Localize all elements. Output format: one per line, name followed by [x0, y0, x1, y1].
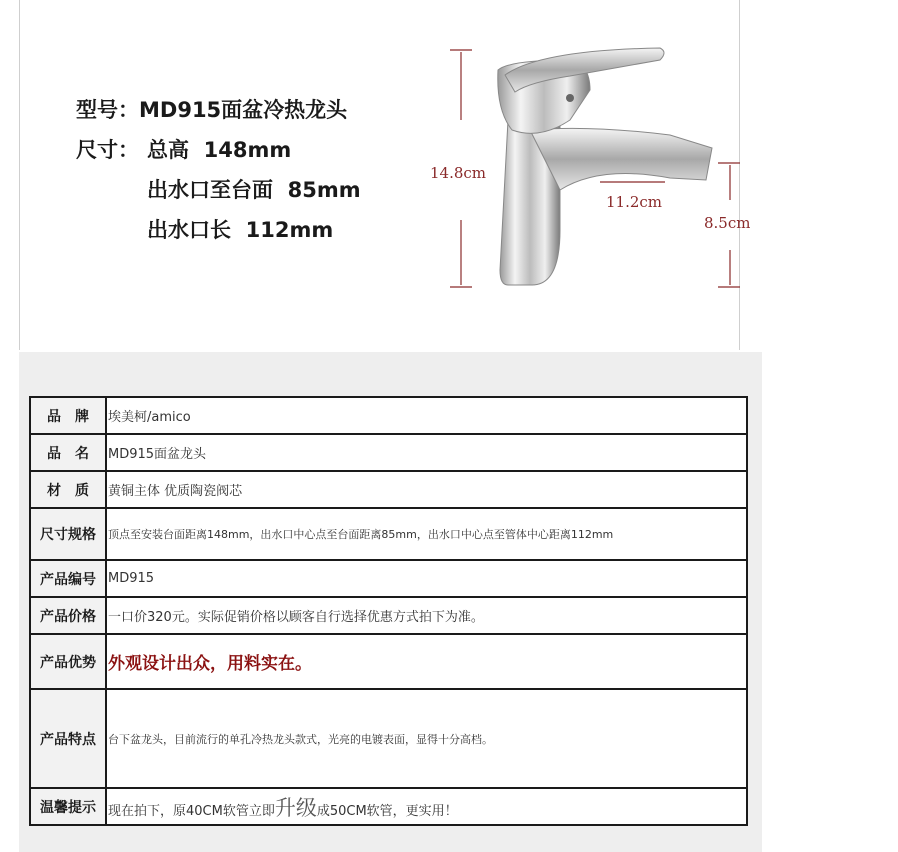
faucet-diagram	[420, 30, 750, 300]
tip-value	[106, 788, 747, 825]
product-spec-panel	[19, 0, 750, 350]
row-value: 埃美柯/amico	[106, 397, 747, 434]
tip-upgrade-text: 升级	[274, 795, 317, 820]
spec-table	[29, 396, 748, 826]
row-value: 顶点至安装台面距离148mm，出水口中心点至台面距离85mm，出水口中心点至管体中心距离112mm	[106, 508, 747, 560]
row-key: 产品优势	[30, 634, 106, 689]
size-line	[76, 130, 361, 170]
row-key: 产品特点	[30, 689, 106, 788]
model-label: 型号：	[76, 98, 139, 122]
row-value: 外观设计出众，用料实在。	[106, 634, 747, 689]
row-value: 黄铜主体 优质陶瓷阀芯	[106, 471, 747, 508]
spout-length-label: 11.2cm	[606, 193, 663, 211]
outlet-height-line	[76, 170, 361, 210]
row-value: 台下盆龙头，目前流行的单孔冷热龙头款式，光亮的电镀表面，显得十分高档。	[106, 689, 747, 788]
outlet-length-value: 112mm	[245, 218, 334, 242]
model-line	[76, 90, 361, 130]
faucet-spout	[530, 128, 712, 190]
row-value: MD915	[106, 560, 747, 597]
table-row	[30, 471, 747, 508]
table-row	[30, 560, 747, 597]
outlet-length-label: 出水口长	[147, 218, 231, 242]
table-row	[30, 634, 747, 689]
spec-text-block	[76, 90, 361, 250]
outlet-height-label: 出水口至台面	[147, 178, 273, 202]
row-value: 一口价320元。实际促销价格以顾客自行选择优惠方式拍下为准。	[106, 597, 747, 634]
model-value: MD915面盆冷热龙头	[139, 98, 348, 122]
tip-text-after: 成50CM软管，更实用！	[316, 803, 458, 819]
row-key: 材 质	[30, 471, 106, 508]
size-label: 尺寸：	[76, 138, 139, 162]
table-row	[30, 397, 747, 434]
row-key: 品 名	[30, 434, 106, 471]
height-value: 148mm	[203, 138, 292, 162]
height-label: 总高	[147, 138, 189, 162]
table-row	[30, 597, 747, 634]
row-key: 品 牌	[30, 397, 106, 434]
outlet-height-dim-label: 8.5cm	[704, 214, 750, 232]
row-key: 产品价格	[30, 597, 106, 634]
tip-text-before: 现在拍下，原40CM软管立即	[108, 803, 275, 819]
total-height-label: 14.8cm	[430, 164, 487, 182]
outlet-height-value: 85mm	[287, 178, 361, 202]
row-key: 产品编号	[30, 560, 106, 597]
table-row	[30, 508, 747, 560]
tip-row	[30, 788, 747, 825]
faucet-indicator	[566, 94, 574, 102]
row-value: MD915面盆龙头	[106, 434, 747, 471]
outlet-length-line	[76, 210, 361, 250]
tip-key: 温馨提示	[30, 788, 106, 825]
table-row	[30, 434, 747, 471]
table-row	[30, 689, 747, 788]
row-key: 尺寸规格	[30, 508, 106, 560]
